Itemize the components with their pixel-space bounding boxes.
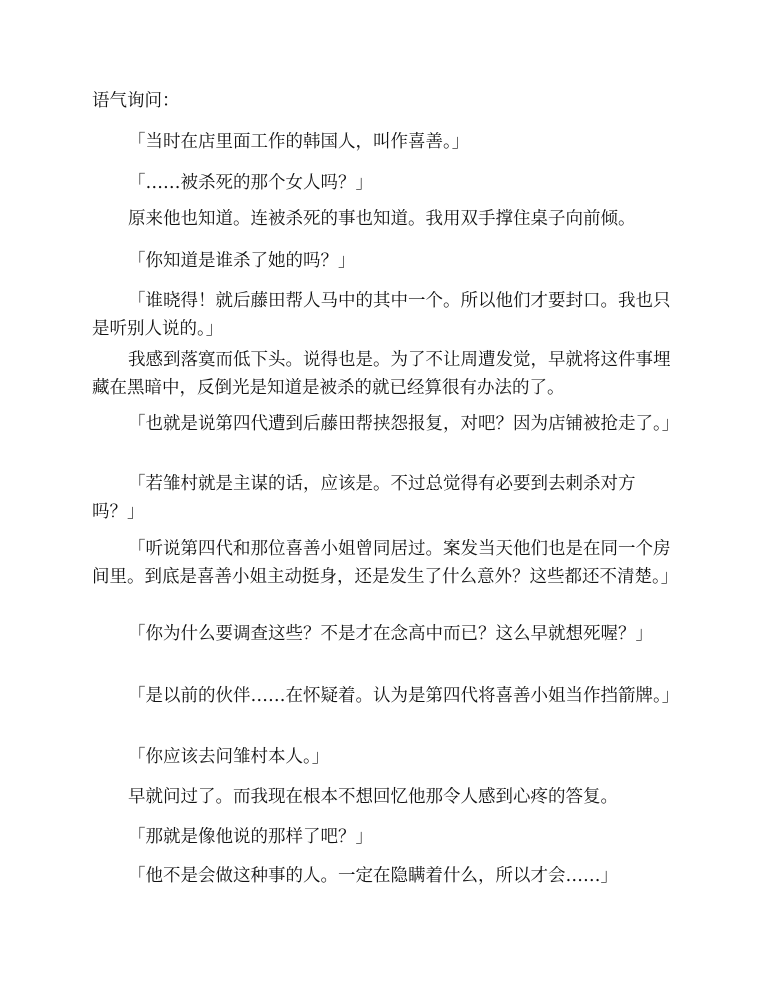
paragraph: 「谁晓得！就后藤田帮人马中的其中一个。所以他们才要封口。我也只是听别人说的。」 (92, 291, 671, 339)
paragraph: 语气询问： (92, 91, 180, 111)
paragraph: 「你知道是谁杀了她的吗？」 (128, 251, 356, 271)
paragraph: 「你应该去问雏村本人。」 (128, 747, 330, 767)
paragraph: 我感到落寞而低下头。说得也是。为了不让周遭发觉，早就将这件事埋藏在黑暗中，反倒光是知道是被杀的就已经算很有办法的了。 (92, 350, 671, 398)
paragraph: 原来他也知道。连被杀死的事也知道。我用双手撑住桌子向前倾。 (128, 209, 636, 229)
paragraph: 「也就是说第四代遭到后藤田帮挟怨报复，对吧？因为店铺被抢走了。」 (128, 414, 680, 434)
paragraph: 「……被杀死的那个女人吗？」 (128, 173, 373, 193)
paragraph: 「他不是会做这种事的人。一定在隐瞒着什么，所以才会……」 (128, 866, 618, 886)
paragraph: 早就问过了。而我现在根本不想回忆他那令人感到心疼的答复。 (128, 787, 618, 807)
paragraph: 「是以前的伙伴……在怀疑着。认为是第四代将喜善小姐当作挡箭牌。」 (128, 686, 680, 706)
paragraph: 「你为什么要调查这些？不是才在念高中而已？这么早就想死喔？」 (128, 624, 653, 644)
paragraph: 「听说第四代和那位喜善小姐曾同居过。案发当天他们也是在同一个房间里。到底是喜善小姐主动挺身，还是发生了什么意外？这些都还不清楚。」 (92, 539, 679, 587)
paragraph: 「当时在店里面工作的韩国人，叫作喜善。」 (128, 132, 470, 152)
paragraph: 「那就是像他说的那样了吧？」 (128, 827, 373, 847)
paragraph: 「若雏村就是主谋的话，应该是。不过总觉得有必要到去刺杀对方吗？」 (92, 474, 636, 522)
